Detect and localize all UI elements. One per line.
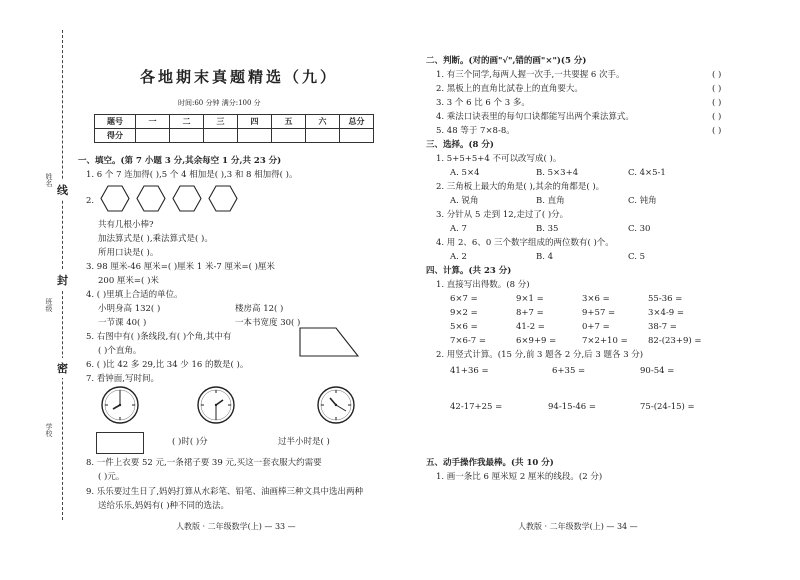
school-label: 学校	[45, 423, 53, 437]
question-7-half-hour: 过半小时是( )	[278, 437, 330, 447]
choice-option-b[interactable]: B. 5×3+4	[536, 168, 579, 178]
score-cell[interactable]	[170, 129, 204, 143]
score-cell[interactable]	[238, 129, 272, 143]
judge-item: 2. 黑板上的直角比試卷上的直角要大。	[436, 84, 583, 94]
question-2-rhyme: 所用口诀是( )。	[98, 248, 159, 258]
score-header-cell: 二	[170, 115, 204, 129]
section-5-title: 五、动手操作我最棒。(共 10 分)	[426, 458, 554, 468]
score-table-row	[95, 129, 374, 143]
page-title: 各地期末真题精选（九）	[140, 68, 339, 86]
section-5-question-1: 1. 画一条比 6 厘米短 2 厘米的线段。(2 分)	[436, 472, 603, 482]
score-cell[interactable]	[136, 129, 170, 143]
calc-item: 3×6 =	[582, 294, 610, 304]
calc-item: 82-(23+9) =	[648, 336, 702, 346]
class-label: 班级	[45, 298, 53, 312]
exam-meta: 时间:60 分钟 满分:100 分	[178, 99, 261, 107]
hexagon-figure	[100, 185, 130, 212]
section-4-title: 四、计算。(共 23 分)	[426, 266, 512, 276]
section-3-title: 三、选择。(8 分)	[426, 140, 494, 150]
question-3-line-1: 3. 98 厘米-46 厘米=( )厘米 1 米-7 厘米=( )厘米	[86, 262, 275, 272]
choice-option-c[interactable]: C. 30	[628, 224, 651, 234]
choice-question: 4. 用 2、6、0 三个数字组成的两位数有( )个。	[436, 238, 614, 248]
calc-item: 7×6-7 =	[450, 336, 487, 346]
vertical-calc-item: 42-17+25 =	[450, 402, 503, 412]
judge-answer[interactable]: ( )	[712, 84, 722, 94]
choice-option-c[interactable]: C. 4×5-1	[628, 168, 666, 178]
seal-seal-char: 封	[57, 270, 68, 290]
score-header-cell: 一	[136, 115, 170, 129]
choice-option-a[interactable]: A. 7	[450, 224, 467, 234]
choice-option-b[interactable]: B. 直角	[536, 196, 565, 206]
question-8-line-1: 8. 一件上衣要 52 元,一条裙子要 39 元,买这一套衣服大约需要	[86, 458, 322, 468]
choice-question: 1. 5+5+5+4 不可以改写成( )。	[436, 154, 562, 164]
choice-question: 3. 分针从 5 走到 12,走过了( )分。	[436, 210, 569, 220]
question-2-prompt: 共有几根小棒?	[98, 220, 154, 230]
question-7: 7. 看钟面,写时间。	[86, 374, 160, 384]
score-cell[interactable]	[204, 129, 238, 143]
page-footer-left: 人教版 · 二年级数学(上) — 33 —	[176, 522, 296, 531]
question-8-line-2: ( )元。	[98, 472, 125, 482]
clock-face	[316, 385, 356, 425]
section-2-title: 二、判断。(对的画"√",错的画"×")(5 分)	[426, 56, 587, 66]
judge-item: 5. 48 等于 7×8-8。	[436, 126, 515, 136]
question-9-line-1: 9. 乐乐要过生日了,妈妈打算从水彩笔、铅笔、油画棒三种文具中选出两种	[86, 487, 364, 497]
question-4-b: 楼房高 12( )	[235, 304, 284, 314]
page-footer-right: 人教版 · 二年级数学(上) — 34 —	[518, 522, 638, 531]
choice-option-c[interactable]: C. 5	[628, 252, 646, 262]
seal-line-char: 线	[57, 180, 68, 200]
question-3-line-2: 200 厘米=( )米	[98, 276, 159, 286]
judge-answer[interactable]: ( )	[712, 70, 722, 80]
section-1-title: 一、填空。(第 7 小题 3 分,其余每空 1 分,共 23 分)	[78, 156, 282, 166]
judge-answer[interactable]: ( )	[712, 112, 722, 122]
vertical-calc-item: 75-(24-15) =	[640, 402, 695, 412]
clock-face	[100, 385, 140, 425]
question-5-line-1: 5. 右图中有( )条线段,有( )个角,其中有	[86, 332, 232, 342]
question-5-line-2: ( )个直角。	[98, 346, 142, 356]
judge-item: 3. 3 个 6 比 6 个 3 多。	[436, 98, 530, 108]
score-header-cell: 五	[272, 115, 306, 129]
calc-item: 0+7 =	[582, 322, 610, 332]
choice-option-b[interactable]: B. 4	[536, 252, 554, 262]
hexagon-figure	[136, 185, 166, 212]
seal-secret-char: 密	[57, 358, 68, 378]
calc-item: 6×9+9 =	[516, 336, 557, 346]
score-cell[interactable]	[272, 129, 306, 143]
calc-item: 38-7 =	[648, 322, 677, 332]
calc-2-title: 2. 用竖式计算。(15 分,前 3 题各 2 分,后 3 题各 3 分)	[436, 350, 644, 360]
vertical-calc-item: 94-15-46 =	[548, 402, 597, 412]
name-label: 姓名	[45, 173, 53, 187]
question-7-time-blank: ( )时( )分	[172, 437, 208, 447]
score-table-header-row	[95, 115, 374, 129]
calc-item: 6×7 =	[450, 294, 478, 304]
trapezoid-figure	[298, 326, 360, 358]
calc-item: 5×6 =	[450, 322, 478, 332]
score-header-cell: 六	[306, 115, 340, 129]
judge-item: 1. 有三个同学,每两人握一次手,一共要握 6 次手。	[436, 70, 625, 80]
vertical-calc-item: 90-54 =	[640, 366, 675, 376]
vertical-calc-item: 6+35 =	[552, 366, 586, 376]
calc-item: 9+57 =	[582, 308, 616, 318]
hexagon-figure	[172, 185, 202, 212]
choice-option-a[interactable]: A. 锐角	[450, 196, 479, 206]
vertical-calc-item: 41+36 =	[450, 366, 489, 376]
question-4-c: 一节课 40( )	[98, 318, 147, 328]
calc-item: 9×2 =	[450, 308, 478, 318]
choice-option-b[interactable]: B. 35	[536, 224, 559, 234]
score-cell[interactable]	[306, 129, 340, 143]
calc-item: 41-2 =	[516, 322, 545, 332]
question-4-d: 一本书宽度 30( )	[235, 318, 301, 328]
question-6: 6. ( )比 42 多 29,比 34 少 16 的数是( )。	[86, 360, 249, 370]
calc-item: 7×2+10 =	[582, 336, 628, 346]
clock-face	[196, 385, 236, 425]
hexagon-figure	[208, 185, 238, 212]
judge-item: 4. 乘法口诀表里的每句口诀都能写出两个乘法算式。	[436, 112, 634, 122]
time-answer-box[interactable]	[96, 432, 144, 454]
calc-item: 8+7 =	[516, 308, 544, 318]
question-9-line-2: 送给乐乐,妈妈有( )种不同的选法。	[98, 501, 230, 511]
choice-option-a[interactable]: A. 2	[450, 252, 467, 262]
score-table	[94, 114, 374, 143]
score-cell[interactable]	[340, 129, 374, 143]
score-header-cell: 四	[238, 115, 272, 129]
choice-option-c[interactable]: C. 钝角	[628, 196, 657, 206]
calc-1-title: 1. 直接写出得数。(8 分)	[436, 280, 530, 290]
calc-item: 55-36 =	[648, 294, 683, 304]
question-2-number: 2.	[86, 196, 95, 206]
calc-item: 9×1 =	[516, 294, 544, 304]
score-header-cell: 总分	[340, 115, 374, 129]
score-row-label: 得分	[95, 129, 136, 143]
judge-answer[interactable]: ( )	[712, 126, 722, 136]
judge-answer[interactable]: ( )	[712, 98, 722, 108]
calc-item: 3×4-9 =	[648, 308, 685, 318]
question-4-a: 小明身高 132( )	[98, 304, 161, 314]
question-4: 4. ( )里填上合适的单位。	[86, 290, 183, 300]
choice-option-a[interactable]: A. 5×4	[450, 168, 480, 178]
choice-question: 2. 三角板上最大的角是( ),其余的角都是( )。	[436, 182, 605, 192]
question-1: 1. 6 个 7 连加得( ),5 个 4 相加是( ),3 和 8 相加得( )。	[86, 170, 298, 180]
score-header-cell: 三	[204, 115, 238, 129]
score-header-cell: 题号	[95, 115, 136, 129]
question-2-equations: 加法算式是( ),乘法算式是( )。	[98, 234, 213, 244]
